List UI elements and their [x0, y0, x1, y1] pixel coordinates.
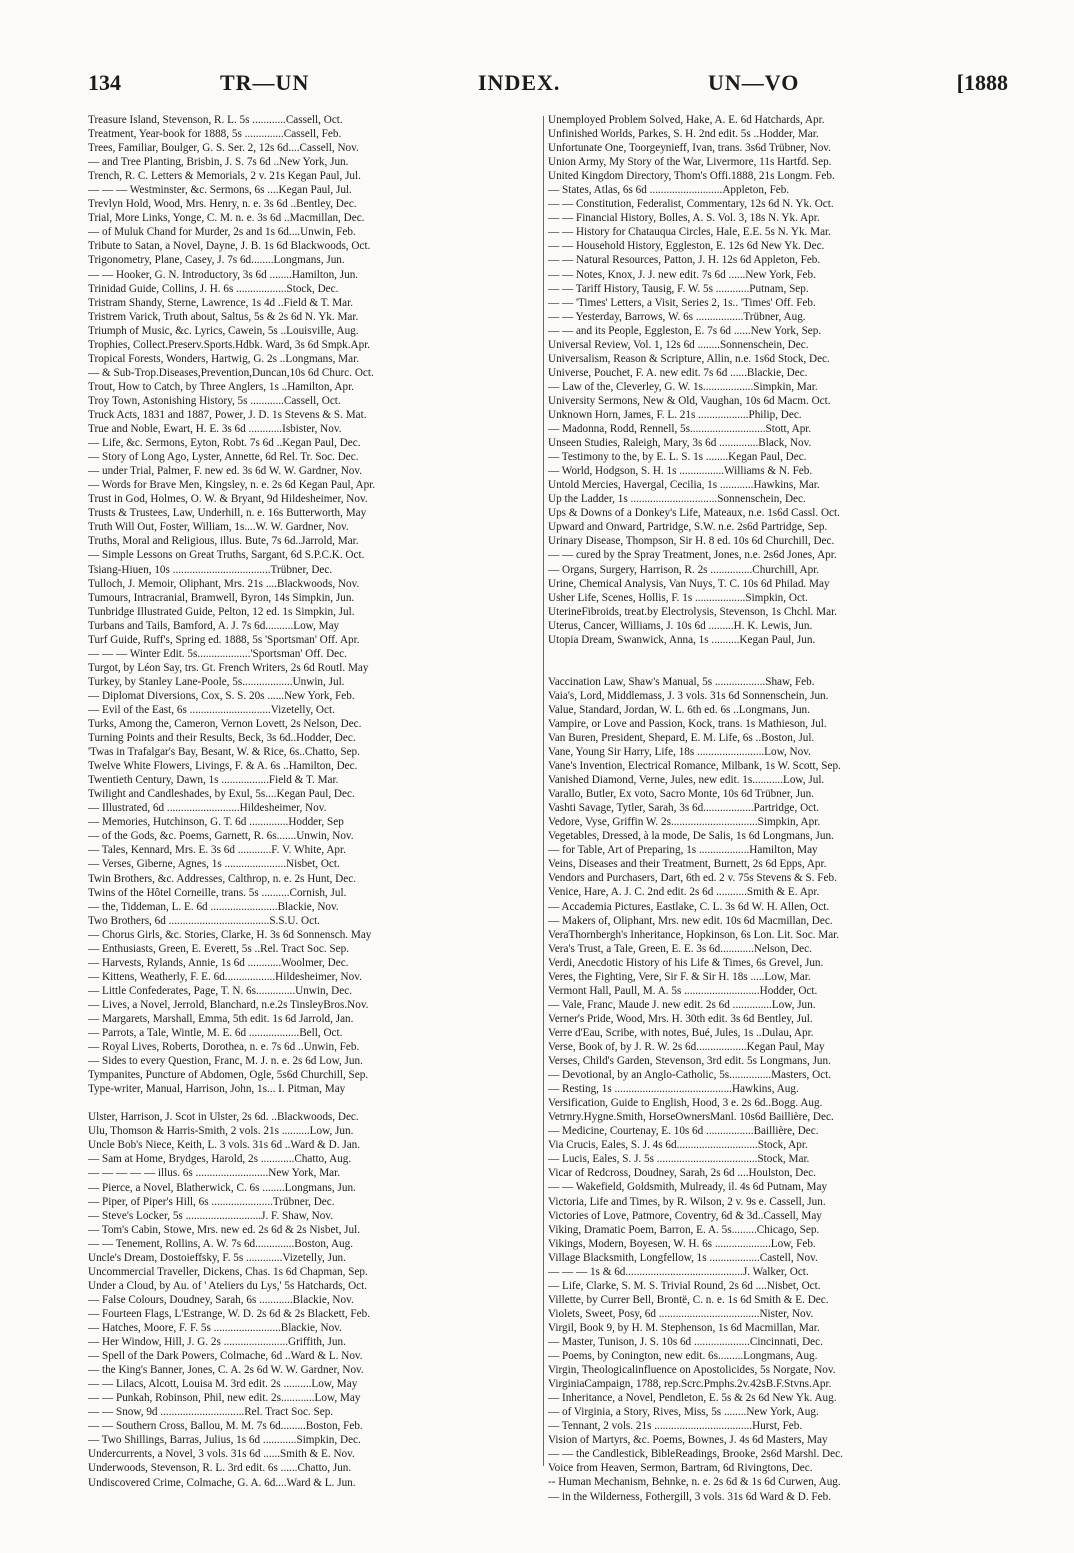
index-entry: Tropical Forests, Wonders, Hartwig, G. 2s ..Longmans, Mar. [88, 352, 359, 365]
index-entry: Trust in God, Holmes, O. W. & Bryant, 9d Hildesheimer, Nov. [88, 493, 368, 506]
left-column [88, 113, 542, 1490]
index-entry: Unknown Horn, James, F. L. 21s ..................Philip, Dec. [548, 408, 802, 421]
index-entry: — of Muluk Chand for Murder, 2s and 1s 6d....Unwin, Feb. [88, 226, 356, 239]
index-entry: — Resting, 1s ..........................................Hawkins, Aug. [548, 1083, 799, 1096]
index-entry: Triumph of Music, &c. Lyrics, Cawein, 5s ..Louisville, Aug. [88, 324, 359, 337]
index-entry: — Chorus Girls, &c. Stories, Clarke, H. 3s 6d Sonnensch. May [88, 928, 372, 941]
index-entry: Verse, Book of, by J. R. W. 2s 6d..................Kegan Paul, May [548, 1041, 825, 1053]
index-entry: Tribute to Satan, a Novel, Dayne, J. B. 1s 6d Blackwoods, Oct. [88, 240, 371, 253]
index-entry: — Accademia Pictures, Eastlake, C. L. 3s 6d W. H. Allen, Oct. [548, 900, 830, 913]
index-entry: Treatment, Year-book for 1888, 5s ..............Cassell, Feb. [88, 128, 342, 141]
index-entry: — — History for Chatauqua Circles, Hale, E.E. 5s N. Yk. Mar. [548, 226, 831, 239]
index-entry: Tympanites, Puncture of Abdomen, Ogle, 5s6d Churchill, Sep. [88, 1069, 369, 1082]
index-entry: — Diplomat Diversions, Cox, S. S. 20s ......New York, Feb. [88, 689, 355, 702]
index-entry: — — Natural Resources, Patton, J. H. 12s 6d Appleton, Feb. [548, 254, 821, 267]
index-entry: Veres, the Fighting, Vere, Sir F. & Sir H. 18s .....Low, Mar. [548, 970, 811, 983]
index-entry: — — Notes, Knox, J. J. new edit. 7s 6d ......New York, Feb. [548, 268, 816, 281]
index-entry: Underwoods, Stevenson, R. L. 3rd edit. 6s ......Chatto, Jun. [88, 1462, 352, 1475]
index-entry: — Lives, a Novel, Jerrold, Blanchard, n.e.2s TinsleyBros.Nov. [88, 998, 369, 1011]
index-entry: — Two Shillings, Barras, Julius, 1s 6d ............Simpkin, Dec. [88, 1434, 361, 1447]
index-entry: — — Household History, Eggleston, E. 12s 6d New Yk. Dec. [548, 240, 825, 253]
index-entry: -- Human Mechanism, Behnke, n. e. 2s 6d & 1s 6d Curwen, Aug. [548, 1476, 841, 1489]
index-entry: — — 'Times' Letters, a Visit, Series 2, 1s.. 'Times' Off. Feb. [548, 296, 816, 309]
index-entry: — — Wakefield, Goldsmith, Mulready, il. 4s 6d Putnam, May [548, 1181, 828, 1194]
index-entry: — Harvests, Rylands, Annie, 1s 6d ............Woolmer, Dec. [88, 956, 349, 969]
index-entry: Vegetables, Dressed, à la mode, De Salis, 1s 6d Longmans, Jun. [548, 830, 834, 843]
index-entry: — Medicine, Courtenay, E. 10s 6d .................Baillière, Dec. [548, 1125, 819, 1138]
index-entry: Universalism, Reason & Scripture, Allin, n.e. 1s6d Stock, Dec. [548, 352, 830, 365]
index-entry: — — Snow, 9d ..............................Rel. Tract Soc. Sep. [88, 1406, 334, 1419]
index-entry: Versification, Guide to English, Hood, 3 e. 2s 6d..Bogg. Aug. [548, 1097, 823, 1110]
index-entry: United Kingdom Directory, Thom's Offi.1888, 21s Longm. Feb. [548, 170, 835, 183]
index-entry: Verre d'Eau, Scribe, with notes, Bué, Jules, 1s ..Dulau, Apr. [548, 1026, 814, 1039]
index-entry: Tsiang-Hiuen, 10s ...................................Trübner, Dec. [88, 563, 333, 576]
index-entry: Usher Life, Scenes, Hollis, F. 1s ..................Simpkin, Oct. [548, 591, 808, 604]
index-entry: Victoria, Life and Times, by R. Wilson, 2 v. 9s e. Cassell, Jun. [548, 1195, 826, 1208]
column-divider [543, 116, 544, 1466]
index-entry: — and Tree Planting, Brisbin, J. S. 7s 6d ..New York, Jun. [88, 156, 349, 169]
index-entry: Truth Will Out, Foster, William, 1s....W. W. Gardner, Nov. [88, 521, 349, 534]
index-entry: Tumours, Intracranial, Bramwell, Byron, 14s Simpkin, Jun. [88, 591, 355, 604]
index-entry: — Enthusiasts, Green, E. Everett, 5s ..Rel. Tract Soc. Sep. [88, 942, 350, 955]
index-entry: Type-writer, Manual, Harrison, John, 1s... I. Pitman, May [88, 1083, 346, 1096]
index-entry: — Pierce, a Novel, Blatherwick, C. 6s ........Longmans, Jun. [88, 1181, 356, 1194]
index-entry: VirginiaCampaign, 1788, rep.Scrc.Pmphs.2v.42sB.F.Stvns.Apr. [548, 1378, 832, 1391]
right-column [548, 113, 994, 1504]
index-entry: Villette, by Currer Bell, Brontë, C. n. e. 1s 6d Smith & E. Dec. [548, 1293, 829, 1306]
left-group-u [88, 1110, 542, 1489]
index-entry: Village Blacksmith, Longfellow, 1s ..................Castell, Nov. [548, 1251, 818, 1264]
index-entry: Turbans and Tails, Bamford, A. J. 7s 6d..........Low, May [88, 619, 340, 632]
index-entry: Ulster, Harrison, J. Scot in Ulster, 2s 6d. ..Blackwoods, Dec. [88, 1111, 359, 1124]
index-entry: Trophies, Collect.Preserv.Sports.Hdbk. Ward, 3s 6d Smpk.Apr. [88, 338, 371, 351]
index-entry: Trout, How to Catch, by Three Anglers, 1s ..Hamilton, Apr. [88, 380, 355, 393]
index-entry: — — Yesterday, Barrows, W. 6s .................Trübner, Aug. [548, 310, 806, 323]
index-entry: 'Twas in Trafalgar's Bay, Besant, W. & Rice, 6s..Chatto, Sep. [88, 746, 360, 759]
index-entry: Urinary Disease, Thompson, Sir H. 8 ed. 10s 6d Churchill, Dec. [548, 535, 835, 548]
index-entry: — Hatches, Moore, F. F. 5s ........................Blackie, Nov. [88, 1321, 342, 1334]
index-entry: Vedore, Vyse, Griffin W. 2s...............................Simpkin, Apr. [548, 816, 821, 829]
index-entry: — Sides to every Question, Franc, M. J. n. e. 2s 6d Low, Jun. [88, 1055, 363, 1068]
index-entry: — Memories, Hutchinson, G. T. 6d ..............Hodder, Sep [88, 816, 344, 829]
index-entry: — Tom's Cabin, Stowe, Mrs. new ed. 2s 6d & 2s Nisbet, Jul. [88, 1223, 361, 1236]
index-entry: Vaia's, Lord, Middlemass, J. 3 vols. 31s 6d Sonnenschein, Jun. [548, 689, 829, 702]
index-entry: — Her Window, Hill, J. G. 2s .......................Griffith, Jun. [88, 1336, 346, 1349]
index-entry: Trigonometry, Plane, Casey, J. 7s 6d........Longmans, Jun. [88, 254, 345, 267]
index-entry: Trinidad Guide, Collins, J. H. 6s ..................Stock, Dec. [88, 282, 339, 295]
index-entry: Uncle's Dream, Dostoieffsky, F. 5s .............Vizetelly, Jun. [88, 1251, 346, 1264]
index-entry: — — — — — illus. 6s ..........................New York, Mar. [88, 1167, 341, 1180]
index-entry: Universe, Pouchet, F. A. new edit. 7s 6d ......Blackie, Dec. [548, 366, 808, 379]
index-entry: Vane, Young Sir Harry, Life, 18s ........................Low, Nov. [548, 746, 811, 759]
index-entry: — — Tenement, Rollins, A. W. 7s 6d..............Boston, Aug. [88, 1237, 354, 1250]
index-entry: — Devotional, by an Anglo-Catholic, 5s...............Masters, Oct. [548, 1069, 832, 1082]
section-gap [548, 647, 994, 661]
index-entry: Trees, Familiar, Boulger, G. S. Ser. 2, 12s 6d....Cassell, Nov. [88, 142, 359, 155]
index-entry: Vendors and Purchasers, Dart, 6th ed. 2 v. 75s Stevens & S. Feb. [548, 872, 837, 885]
index-entry: — Testimony to the, by E. L. S. 1s ........Kegan Paul, Dec. [548, 451, 807, 464]
index-entry: — Margarets, Marshall, Emma, 5th edit. 1s 6d Jarrold, Jan. [88, 1013, 354, 1025]
index-entry: Undiscovered Crime, Colmache, G. A. 6d....Ward & L. Jun. [88, 1476, 356, 1489]
index-entry: — — Tariff History, Tausig, F. W. 5s ............Putnam, Sep. [548, 282, 809, 295]
index-entry: — Sam at Home, Brydges, Harold, 2s ............Chatto, Aug. [88, 1153, 352, 1166]
index-entry: — Royal Lives, Roberts, Dorothea, n. e. 7s 6d ..Unwin, Feb. [88, 1041, 360, 1054]
index-entry: — — — Westminster, &c. Sermons, 6s ....Kegan Paul, Jul. [88, 184, 352, 197]
index-entry: — States, Atlas, 6s 6d ..........................Appleton, Feb. [548, 184, 790, 197]
index-entry: — for Table, Art of Preparing, 1s ..................Hamilton, May [548, 844, 818, 857]
index-entry: Verdi, Anecdotic History of his Life & Times, 6s Grevel, Jun. [548, 956, 824, 969]
index-entry: — Organs, Surgery, Harrison, R. 2s ...............Churchill, Apr. [548, 563, 820, 576]
index-entry: Turning Points and their Results, Beck, 3s 6d..Hodder, Dec. [88, 732, 356, 745]
index-entry: Van Buren, President, Shepard, E. M. Life, 6s ..Boston, Jul. [548, 731, 815, 744]
index-entry: — Lucis, Eales, S. J. 5s ....................................Stock, Mar. [548, 1153, 810, 1166]
index-entry: — Tales, Kennard, Mrs. E. 3s 6d ............F. V. White, Apr. [88, 844, 346, 857]
index-entry: Trevlyn Hold, Wood, Mrs. Henry, n. e. 3s 6d ..Bentley, Dec. [88, 198, 357, 211]
section-gap [88, 1096, 542, 1110]
index-entry: Verses, Child's Garden, Stevenson, 3rd edit. 5s Longmans, Jun. [548, 1055, 831, 1068]
right-group-v [548, 675, 994, 1504]
range-start: TR—UN [220, 70, 310, 95]
index-entry: — Parrots, a Tale, Wintle, M. E. 6d ..................Bell, Oct. [88, 1027, 343, 1040]
index-entry: Twelve White Flowers, Livings, F. & A. 6s ..Hamilton, Dec. [88, 760, 358, 773]
page-number: 134 [88, 70, 121, 95]
index-entry: — & Sub-Trop.Diseases,Prevention,Duncan,10s 6d Churc. Oct. [88, 366, 374, 379]
index-entry: Utopia Dream, Swanwick, Anna, 1s ..........Kegan Paul, Jun. [548, 633, 816, 646]
index-entry: — — Punkah, Robinson, Phil, new edit. 2s............Low, May [88, 1392, 361, 1405]
index-entry: Ups & Downs of a Donkey's Life, Mateaux, n.e. 1s6d Cassl. Oct. [548, 507, 840, 520]
index-entry: Violets, Sweet, Posy, 6d ....................................Nister, Nov. [548, 1307, 814, 1320]
index-entry: VeraThornbergh's Inheritance, Hopkinson, 6s Lon. Lit. Soc. Mar. [548, 928, 840, 941]
index-entry: Victories of Love, Patmore, Coventry, 6d & 3d..Cassell, May [548, 1209, 822, 1222]
index-entry: — Master, Tunison, J. S. 10s 6d ....................Cincinnati, Dec. [548, 1335, 823, 1348]
index-entry: Unfortunate One, Toorgeynieff, Ivan, trans. 3s6d Trübner, Nov. [548, 142, 831, 155]
section-gap [548, 661, 994, 675]
index-entry: Twentieth Century, Dawn, 1s .................Field & T. Mar. [88, 774, 339, 787]
index-entry: — Story of Long Ago, Lyster, Annette, 6d Rel. Tr. Soc. Dec. [88, 451, 359, 464]
index-entry: — Verses, Giberne, Agnes, 1s ......................Nisbet, Oct. [88, 858, 340, 871]
index-entry: Treasure Island, Stevenson, R. L. 5s ............Cassell, Oct. [88, 114, 343, 126]
index-entry: Universal Review, Vol. 1, 12s 6d ........Sonnenschein, Dec. [548, 338, 809, 351]
index-entry: Vision of Martyrs, &c. Poems, Bownes, J. 4s 6d Masters, May [548, 1434, 828, 1447]
index-entry: Tunbridge Illustrated Guide, Pelton, 12 ed. 1s Simpkin, Jul. [88, 605, 355, 618]
index-entry: Vetrnry.Hygne.Smith, HorseOwnersManl. 10s6d Baillière, Dec. [548, 1111, 834, 1124]
index-entry: — — and its People, Eggleston, E. 7s 6d ......New York, Sep. [548, 324, 822, 337]
index-entry: Varallo, Butler, Ex voto, Sacro Monte, 10s 6d Trübner, Jun. [548, 788, 815, 801]
index-entry: Voice from Heaven, Sermon, Bartram, 6d Rivingtons, Dec. [548, 1462, 813, 1475]
right-group-u [548, 113, 994, 647]
index-entry: Troy Town, Astonishing History, 5s ............Cassell, Oct. [88, 394, 341, 407]
index-entry: University Sermons, New & Old, Vaughan, 10s 6d Macm. Oct. [548, 394, 831, 407]
index-entry: Via Crucis, Eales, S. J. 4s 6d.............................Stock, Apr. [548, 1139, 808, 1152]
index-entry: — — Financial History, Bolles, A. S. Vol. 3, 18s N. Yk. Apr. [548, 212, 820, 225]
index-entry: Vaccination Law, Shaw's Manual, 5s ..................Shaw, Feb. [548, 675, 815, 688]
index-entry: Undercurrents, a Novel, 3 vols. 31s 6d ......Smith & E. Nov. [88, 1448, 355, 1461]
index-entry: — Steve's Locker, 5s ...........................J. F. Shaw, Nov. [88, 1209, 334, 1222]
index-entry: — Vale, Franc, Maude J. new edit. 2s 6d ..............Low, Jun. [548, 998, 816, 1011]
index-entry: — Fourteen Flags, L'Estrange, W. D. 2s 6d & 2s Blackett, Feb. [88, 1307, 370, 1320]
index-entry: Turks, Among the, Cameron, Vernon Lovett, 2s Nelson, Dec. [88, 718, 362, 731]
index-entry: — — Lilacs, Alcott, Louisa M. 3rd edit. 2s ..........Low, May [88, 1378, 358, 1391]
index-entry: — Inheritance, a Novel, Pendleton, E. 5s & 2s 6d New Yk. Aug. [548, 1392, 837, 1405]
index-entry: Truck Acts, 1831 and 1887, Power, J. D. 1s Stevens & S. Mat. [88, 408, 367, 421]
index-entry: — Kittens, Weatherly, F. E. 6d..................Hildesheimer, Nov. [88, 970, 362, 983]
index-entry: Vicar of Redcross, Doudney, Sarah, 2s 6d ....Houlston, Dec. [548, 1167, 816, 1180]
index-entry: — Tennant, 2 vols. 21s ...................................Hurst, Feb. [548, 1420, 803, 1433]
index-entry: Uncommercial Traveller, Dickens, Chas. 1s 6d Chapman, Sep. [88, 1265, 368, 1278]
index-entry: Unfinished Worlds, Parkes, S. H. 2nd edit. 5s ..Hodder, Mar. [548, 128, 819, 141]
index-entry: Ulu, Thomson & Harris-Smith, 2 vols. 21s ..........Low, Jun. [88, 1125, 354, 1138]
index-entry: Tristrem Varick, Truth about, Saltus, 5s & 2s 6d N. Yk. Mar. [88, 310, 359, 323]
index-entry: Trial, More Links, Yonge, C. M. n. e. 3s 6d ..Macmillan, Dec. [88, 212, 365, 225]
index-entry: — in the Wilderness, Fothergill, 3 vols. 31s 6d Ward & D. Feb. [548, 1490, 831, 1503]
index-entry: — Illustrated, 6d ..........................Hildesheimer, Nov. [88, 802, 327, 815]
index-entry: — — — 1s & 6d..........................................J. Walker, Oct. [548, 1265, 809, 1278]
index-entry: Tristram Shandy, Sterne, Lawrence, 1s 4d ..Field & T. Mar. [88, 296, 354, 309]
index-entry: Unemployed Problem Solved, Hake, A. E. 6d Hatchards, Apr. [548, 114, 825, 126]
index-entry: — of the Gods, &c. Poems, Garnett, R. 6s.......Unwin, Nov. [88, 830, 354, 843]
index-entry: Uterus, Cancer, Williams, J. 10s 6d .........H. K. Lewis, Jun. [548, 619, 813, 632]
index-entry: — — — Winter Edit. 5s...................'Sportsman' Off. Dec. [88, 647, 347, 660]
index-entry: Twins of the Hôtel Corneille, trans. 5s ..........Cornish, Jul. [88, 886, 347, 899]
index-entry: Union Army, My Story of the War, Livermore, 11s Hartfd. Sep. [548, 156, 832, 169]
index-entry: Twilight and Candleshades, by Exul, 5s....Kegan Paul, Dec. [88, 788, 355, 801]
index-entry: — — Hooker, G. N. Introductory, 3s 6d ........Hamilton, Jun. [88, 268, 359, 281]
page-header [88, 70, 1008, 104]
index-entry: UterineFibroids, treat.by Electrolysis, Stevenson, 1s Chchl. Mar. [548, 605, 837, 618]
index-entry: Upward and Onward, Partridge, S.W. n.e. 2s6d Partridge, Sep. [548, 521, 828, 534]
index-entry: — Madonna, Rodd, Rennell, 5s...........................Stott, Apr. [548, 423, 812, 436]
index-entry: — Spell of the Dark Powers, Colmache, 6d ..Ward & L. Nov. [88, 1350, 363, 1363]
index-entry: Vikings, Modern, Boyesen, W. H. 6s ....................Low, Feb. [548, 1237, 816, 1250]
index-entry: Value, Standard, Jordan, W. L. 6th ed. 6s ..Longmans, Jun. [548, 703, 810, 716]
index-entry: Trusts & Trustees, Law, Underhill, n. e. 16s Butterworth, May [88, 507, 367, 520]
index-entry: — Law of the, Cleverley, G. W. 1s..................Simpkin, Mar. [548, 380, 818, 393]
index-entry: — — Southern Cross, Ballou, M. M. 7s 6d.........Boston, Feb. [88, 1420, 363, 1433]
index-entry: Vera's Trust, a Tale, Green, E. E. 3s 6d............Nelson, Dec. [548, 942, 812, 955]
index-entry: — Little Confederates, Page, T. N. 6s..............Unwin, Dec. [88, 984, 352, 997]
index-entry: — Evil of the East, 6s .............................Vizetelly, Oct. [88, 703, 335, 716]
index-entry: — Piper, of Piper's Hill, 6s ......................Trübner, Dec. [88, 1195, 335, 1208]
left-group-t [88, 113, 542, 1096]
index-entry: — under Trial, Palmer, F. new ed. 3s 6d W. W. Gardner, Nov. [88, 465, 363, 478]
index-entry: Vashti Savage, Tytler, Sarah, 3s 6d..................Partridge, Oct. [548, 802, 820, 815]
index-entry: Uncle Bob's Niece, Keith, L. 3 vols. 31s 6d ..Ward & D. Jan. [88, 1139, 361, 1152]
index-entry: — — the Candlestick, BibleReadings, Brooke, 2s6d Marshl. Dec. [548, 1448, 843, 1461]
index-entry: Unseen Studies, Raleigh, Mary, 3s 6d ..............Black, Nov. [548, 437, 812, 450]
index-entry: — Poems, by Conington, new edit. 6s.........Longmans, Aug. [548, 1350, 818, 1363]
index-entry: Turf Guide, Ruff's, Spring ed. 1888, 5s 'Sportsman' Off. Apr. [88, 633, 360, 646]
index-entry: Vane's Invention, Electrical Romance, Milbank, 1s W. Scott, Sep. [548, 760, 841, 773]
index-entry: — the King's Banner, Jones, C. A. 2s 6d W. W. Gardner, Nov. [88, 1364, 364, 1377]
index-entry: Truths, Moral and Religious, illus. Bute, 7s 6d..Jarrold, Mar. [88, 535, 359, 548]
index-entry: Vampire, or Love and Passion, Kock, trans. 1s Mathieson, Jul. [548, 717, 827, 730]
index-entry: True and Noble, Ewart, H. E. 3s 6d ............Isbister, Nov. [88, 423, 342, 436]
index-entry: — — Constitution, Federalist, Commentary, 12s 6d N. Yk. Oct. [548, 198, 834, 211]
index-entry: Under a Cloud, by Au. of ' Ateliers du Lys,' 5s Hatchards, Oct. [88, 1279, 368, 1292]
index-entry: Tulloch, J. Memoir, Oliphant, Mrs. 21s ....Blackwoods, Nov. [88, 577, 360, 590]
year: [1888 [956, 70, 1008, 95]
running-title: INDEX. [478, 70, 561, 95]
index-entry: Viking, Dramatic Poem, Barron, E. A. 5s.........Chicago, Sep. [548, 1223, 820, 1236]
index-entry: Virgin, Theologicalinfluence on Apostolicides, 5s Norgate, Nov. [548, 1364, 836, 1377]
index-entry: — Life, Clarke, S. M. S. Trivial Round, 2s 6d ....Nisbet, Oct. [548, 1279, 821, 1292]
index-entry: — Life, &c. Sermons, Eyton, Robt. 7s 6d ..Kegan Paul, Dec. [88, 437, 361, 450]
index-entry: Venice, Hare, A. J. C. 2nd edit. 2s 6d ...........Smith & E. Apr. [548, 886, 820, 899]
index-entry: Virgil, Book 9, by H. M. Stephenson, 1s 6d Macmillan, Mar. [548, 1321, 820, 1334]
index-entry: Veins, Diseases and their Treatment, Burnett, 2s 6d Epps, Apr. [548, 858, 827, 871]
index-entry: — Simple Lessons on Great Truths, Sargant, 6d S.P.C.K. Oct. [88, 549, 365, 562]
index-entry: Up the Ladder, 1s ...............................Sonnenschein, Dec. [548, 493, 806, 506]
index-entry: Vanished Diamond, Verne, Jules, new edit. 1s...........Low, Jul. [548, 774, 825, 787]
index-entry: Turgot, by Léon Say, trs. Gt. French Writers, 2s 6d Routl. May [88, 661, 369, 674]
index-entry: — World, Hodgson, S. H. 1s ................Williams & N. Feb. [548, 465, 813, 478]
index-entry: Turkey, by Stanley Lane-Poole, 5s..................Unwin, Jul. [88, 675, 345, 688]
index-entry: — Makers of, Oliphant, Mrs. new edit. 10s 6d Macmillan, Dec. [548, 914, 833, 927]
index-entry: Verner's Pride, Wood, Mrs. H. 30th edit. 3s 6d Bentley, Jul. [548, 1012, 813, 1025]
index-entry: Twin Brothers, &c. Addresses, Calthrop, n. e. 2s Hunt, Dec. [88, 872, 356, 885]
index-entry: Vermont Hall, Paull, M. A. 5s ...........................Hodder, Oct. [548, 984, 818, 997]
index-entry: Urine, Chemical Analysis, Van Nuys, T. C. 10s 6d Philad. May [548, 577, 830, 590]
range-end: UN—VO [708, 70, 800, 95]
index-entry: Untold Mercies, Havergal, Cecilia, 1s ............Hawkins, Mar. [548, 479, 820, 492]
index-entry: — False Colours, Doudney, Sarah, 6s ............Blackie, Nov. [88, 1293, 354, 1306]
index-entry: — Words for Brave Men, Kingsley, n. e. 2s 6d Kegan Paul, Apr. [88, 479, 376, 492]
index-entry: Trench, R. C. Letters & Memorials, 2 v. 21s Kegan Paul, Jul. [88, 170, 361, 183]
index-entry: — — cured by the Spray Treatment, Jones, n.e. 2s6d Jones, Apr. [548, 549, 837, 562]
index-entry: Two Brothers, 6d ....................................S.S.U. Oct. [88, 914, 320, 927]
index-entry: — the, Tiddeman, L. E. 6d ........................Blackie, Nov. [88, 900, 339, 913]
index-entry: — of Virginia, a Story, Rives, Miss, 5s ........New York, Aug. [548, 1406, 819, 1419]
